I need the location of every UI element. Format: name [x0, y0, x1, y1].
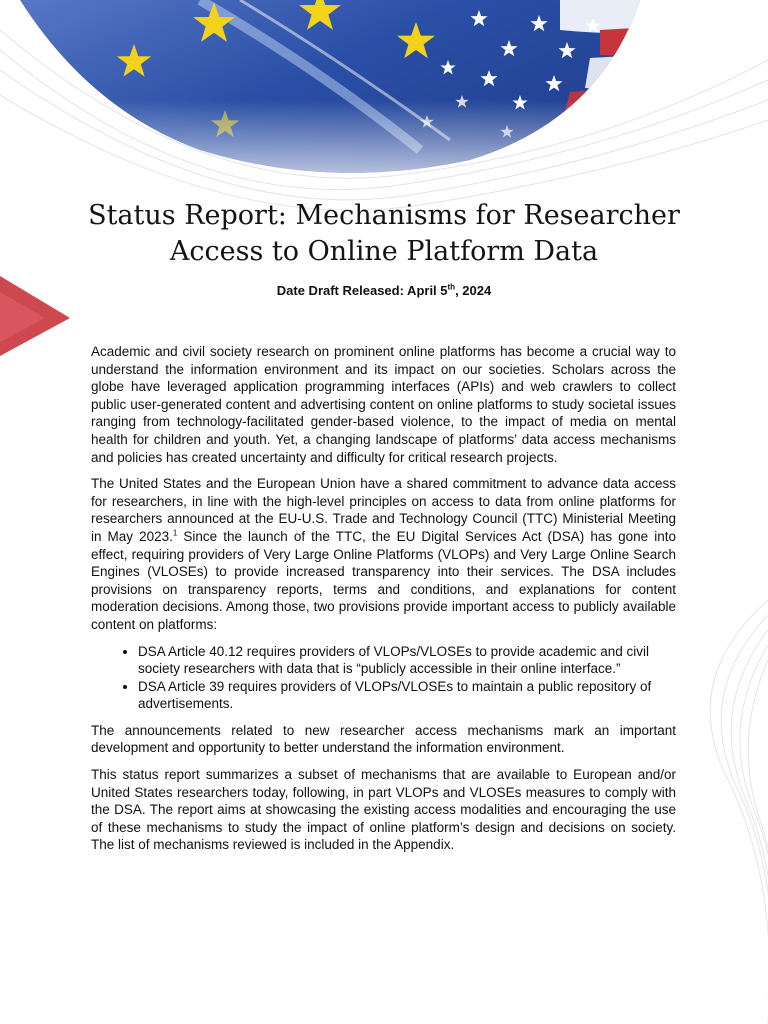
report-body — [91, 343, 676, 863]
paragraph-summary: This status report summarizes a subset of mechanisms that are available to European and/or United States researchers today, following, in part VLOPs and VLOSEs measures to comply with the DSA. The report aims at showcasing the existing access modalities and encouraging the use of these mechanisms to study the impact of online platform’s design and decisions on society. The list of mechanisms reviewed is included in the Appendix. — [91, 767, 676, 853]
paragraph-announcements: The announcements related to new researcher access mechanisms mark an important development and opportunity to better understand the information environment. — [91, 722, 676, 756]
list-item: • DSA Article 39 requires providers of VLOPs/VLOSEs to maintain a public repository of advertisements. — [138, 678, 676, 713]
paragraph-intro: Academic and civil society research on prominent online platforms has become a crucial way to understand the information environment and its impact on our societies. Scholars across the globe have leveraged application programming interfaces (APIs) and web crawlers to collect public user-generated content and advertising content on online platforms to study societal issues ranging from technology-facilitated gender-based violence, to the impact of media on mental health for children and youth. Yet, a changing landscape of platforms’ data access mechanisms and policies has created uncertainty and difficulty for critical research projects. — [91, 344, 676, 465]
release-date — [0, 283, 768, 299]
paragraph-commitment-a: The United States and the European Union have a shared commitment to advance data access for researchers, in line with the high-level principles on access to data from online platforms for researchers announced at the EU-U.S. Trade and Technology Council (TTC) Ministerial Meeting in May 2023. — [91, 476, 676, 544]
footnote-ref-1[interactable]: 1 — [172, 528, 178, 538]
paragraph-commitment — [91, 475, 676, 633]
flag-banner-image — [0, 0, 768, 210]
release-date-label: Date Draft Released: April 5 — [276, 283, 448, 298]
dsa-provisions-list — [91, 643, 676, 713]
release-date-year: , 2024 — [455, 283, 492, 298]
us-flag-stripes — [560, 0, 768, 130]
list-item: • DSA Article 40.12 requires providers of VLOPs/VLOSEs to provide academic and civil society researchers with data that is “publicly accessible in their online interface.” — [138, 643, 676, 678]
page-title: Status Report: Mechanisms for Researcher Access to Online Platform Data — [88, 200, 680, 267]
paragraph-commitment-b: Since the launch of the TTC, the EU Digital Services Act (DSA) has gone into effect, requiring providers of Very Large Online Platforms (VLOPs) and Very Large Online Search Engines (VLOSEs) to provide increased transparency into their services. The DSA includes provisions on transparency reports, terms and conditions, and explanations for content moderation decisions. Among those, two provisions provide important access to publicly available content on platforms: — [91, 528, 676, 632]
release-date-suffix: th — [447, 282, 456, 292]
